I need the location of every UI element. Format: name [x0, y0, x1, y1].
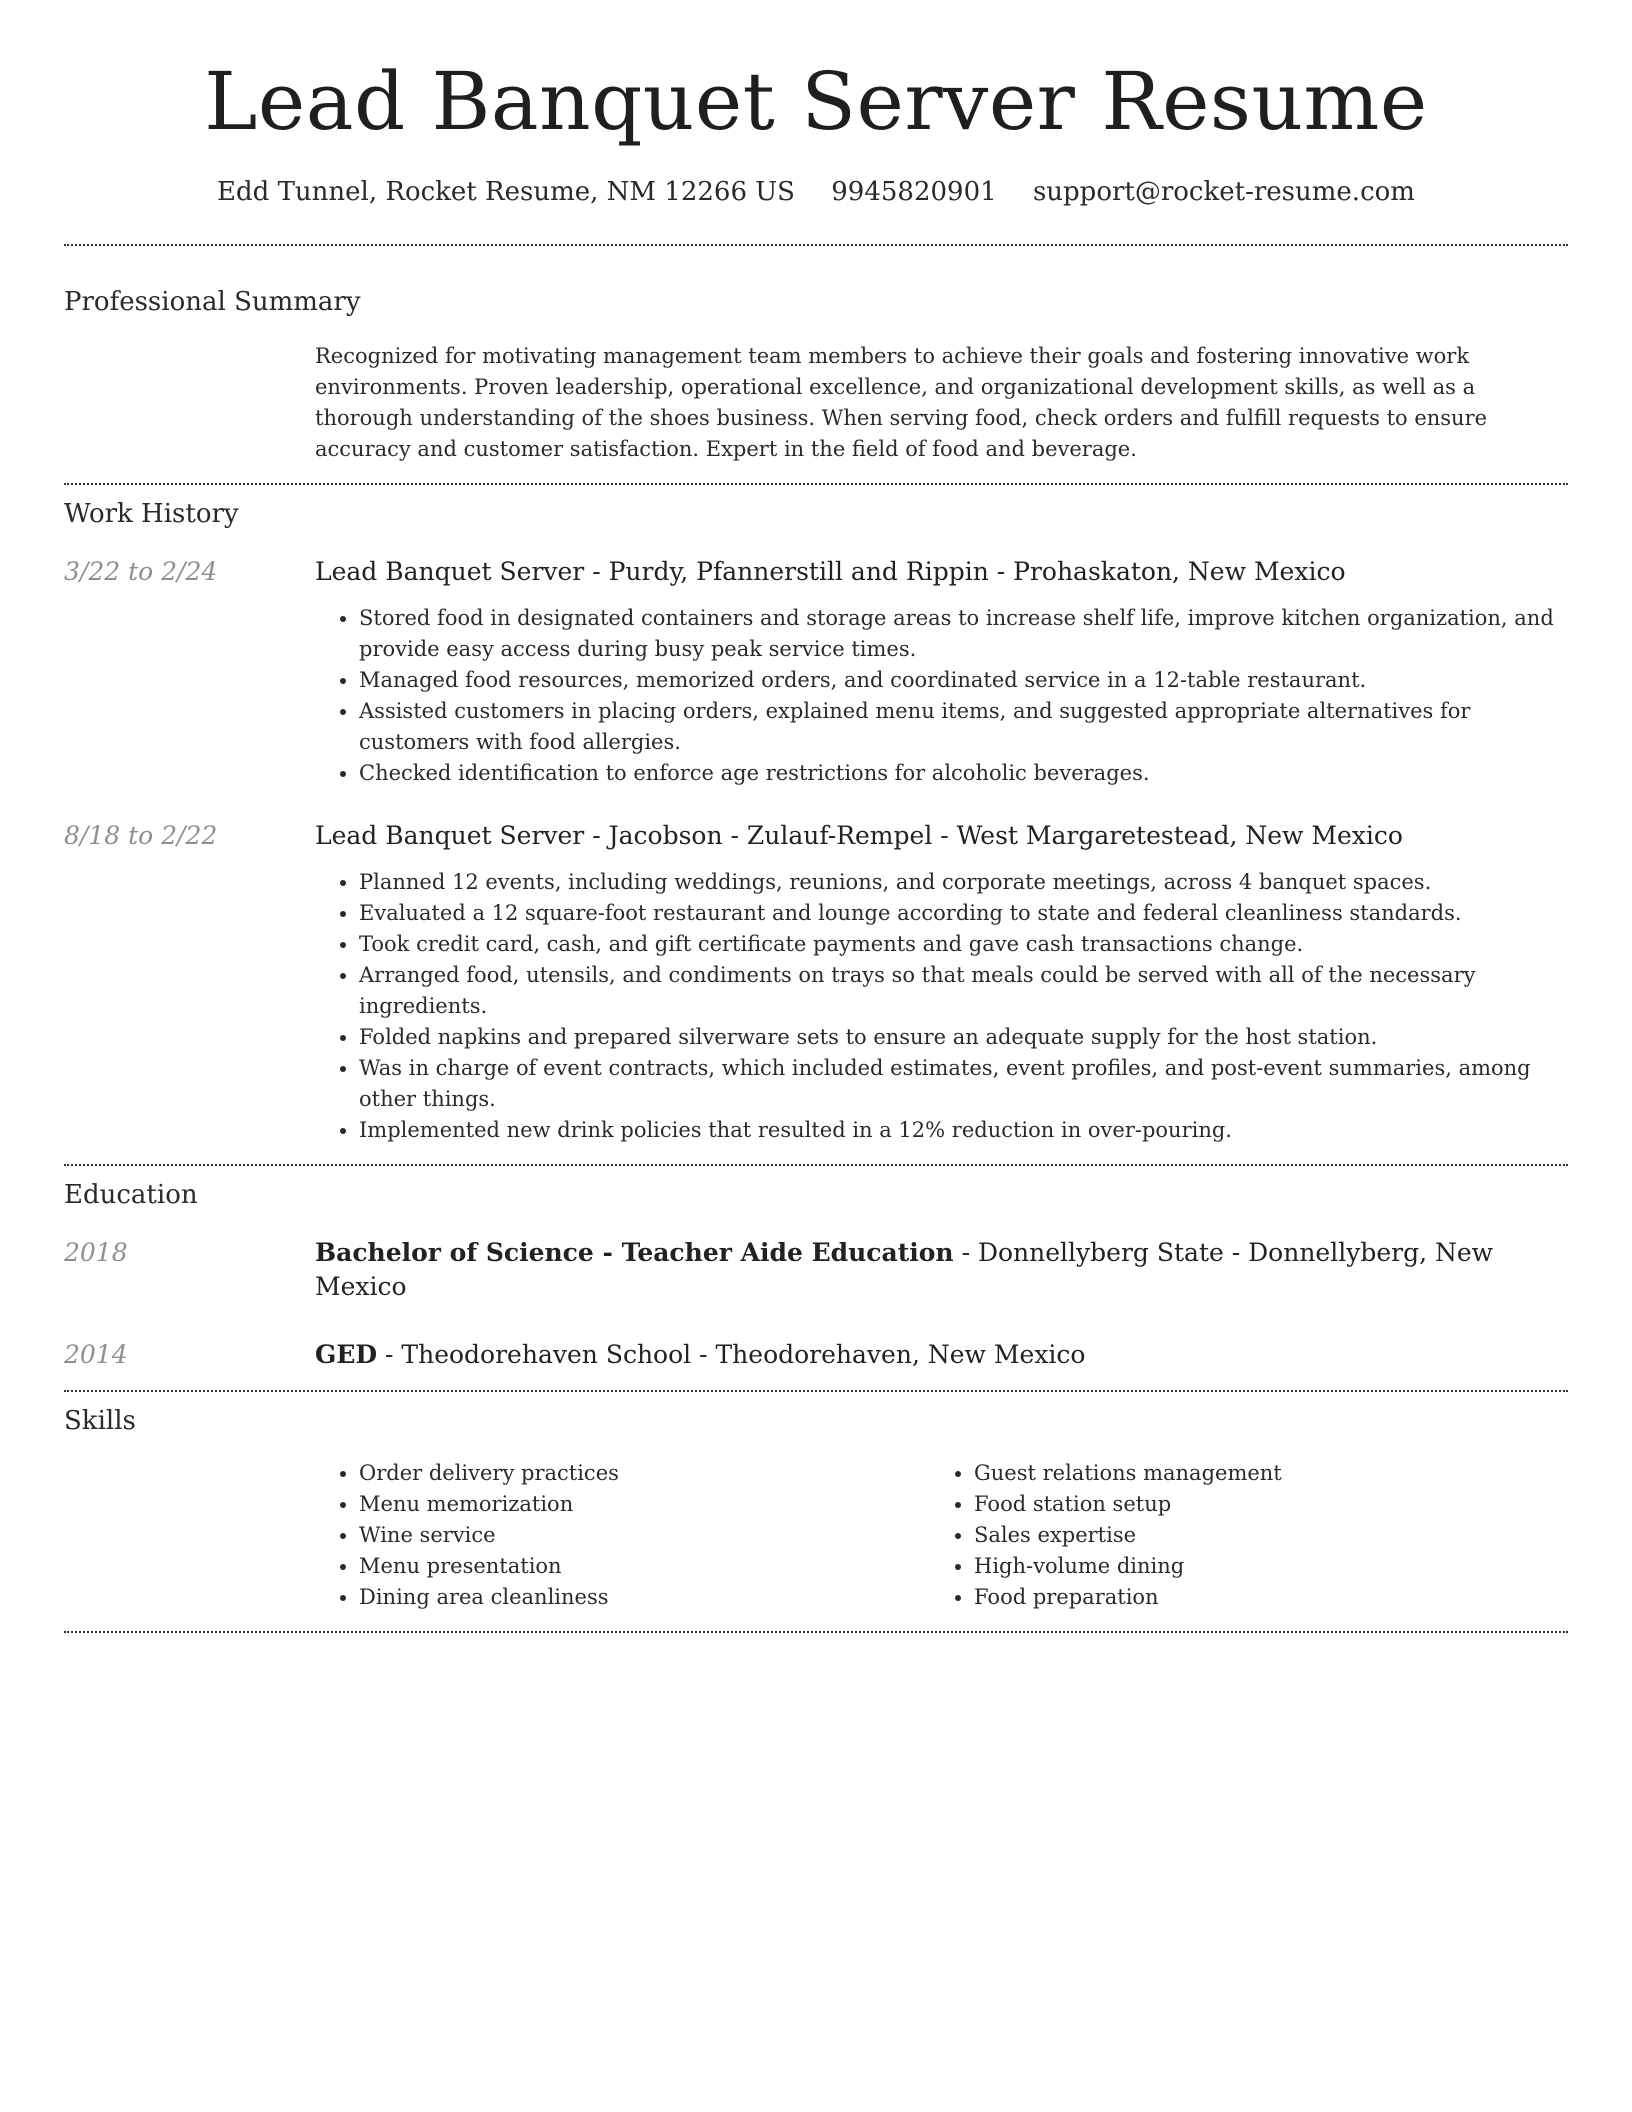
section-heading-summary: Professional Summary: [64, 287, 361, 317]
skill-item: • Guest relations management: [974, 1458, 1545, 1489]
job-details: [315, 555, 1568, 789]
skill-item: • Food station setup: [974, 1489, 1545, 1520]
skill-item: • Order delivery practices: [359, 1458, 930, 1489]
summary-section: [64, 285, 1568, 465]
skill-item: • Dining area cleanliness: [359, 1582, 930, 1613]
job-dates: 3/22 to 2/24: [64, 557, 218, 586]
job-bullet: • Arranged food, utensils, and condiments on trays so that meals could be served with all of the necessary ingredients.: [359, 960, 1568, 1022]
job-bullet: • Took credit card, cash, and gift certificate payments and gave cash transactions change.: [359, 929, 1568, 960]
skill-item: • Sales expertise: [974, 1520, 1545, 1551]
summary-text: Recognized for motivating management team members to achieve their goals and fostering innovative work environments. Proven leadership, operational excellence, and organizational development skills, as well as a thorough understanding of the shoes business. When serving food, check orders and fulfill requests to ensure accuracy and customer satisfaction. Expert in the field of food and beverage.: [315, 344, 1488, 461]
job-bullet: • Checked identification to enforce age restrictions for alcoholic beverages.: [359, 758, 1568, 789]
work-section: [64, 497, 1568, 1146]
contact-email: support@rocket-resume.com: [1032, 177, 1415, 207]
skills-row: [64, 1458, 1568, 1613]
job-bullets: [315, 603, 1568, 789]
job-bullet: • Stored food in designated containers and storage areas to increase shelf life, improve kitchen organization, and provide easy access during busy peak service times.: [359, 603, 1568, 665]
education-degree: GED: [315, 1340, 378, 1369]
contact-address: Edd Tunnel, Rocket Resume, NM 12266 US: [217, 177, 795, 207]
skill-item: • High-volume dining: [974, 1551, 1545, 1582]
education-entry: [64, 1338, 1568, 1372]
education-year: 2014: [64, 1340, 128, 1369]
skill-item: • Menu memorization: [359, 1489, 930, 1520]
divider: [64, 1164, 1568, 1166]
section-heading-work: Work History: [64, 499, 239, 529]
job-entry: [64, 819, 1568, 1146]
page-title: Lead Banquet Server Resume: [204, 55, 1428, 148]
job-title: Lead Banquet Server - Jacobson - Zulauf-Rempel - West Margaretestead, New Mexico: [315, 821, 1403, 850]
skills-lists: [315, 1458, 1568, 1613]
education-section: [64, 1178, 1568, 1372]
education-school: - Theodorehaven School - Theodorehaven, New Mexico: [377, 1340, 1086, 1369]
skill-item: • Menu presentation: [359, 1551, 930, 1582]
education-school: - Donnellyberg State - Donnellyberg, New Mexico: [315, 1238, 1494, 1301]
section-heading-skills: Skills: [64, 1406, 136, 1436]
skill-item: • Food preparation: [974, 1582, 1545, 1613]
education-year: 2018: [64, 1238, 128, 1267]
job-bullet: • Evaluated a 12 square-foot restaurant and lounge according to state and federal cleanliness standards.: [359, 898, 1568, 929]
divider: [64, 1631, 1568, 1633]
job-entry: [64, 555, 1568, 789]
section-heading-education: Education: [64, 1180, 198, 1210]
job-dates: 8/18 to 2/22: [64, 821, 218, 850]
education-details: [315, 1236, 1568, 1304]
skills-column-1: [315, 1458, 930, 1613]
job-bullet: • Folded napkins and prepared silverware sets to ensure an adequate supply for the host station.: [359, 1022, 1568, 1053]
divider: [64, 244, 1568, 246]
job-bullet: • Was in charge of event contracts, which included estimates, event profiles, and post-event summaries, among other things.: [359, 1053, 1568, 1115]
skills-section: [64, 1404, 1568, 1613]
job-bullet: • Implemented new drink policies that resulted in a 12% reduction in over-pouring.: [359, 1115, 1568, 1146]
job-title: Lead Banquet Server - Purdy, Pfannerstill and Rippin - Prohaskaton, New Mexico: [315, 557, 1346, 586]
education-details: [315, 1338, 1568, 1372]
summary-row: [64, 341, 1568, 465]
job-bullet: • Assisted customers in placing orders, explained menu items, and suggested appropriate alternatives for customers with food allergies.: [359, 696, 1568, 758]
job-bullets: [315, 867, 1568, 1146]
job-bullet: • Managed food resources, memorized orders, and coordinated service in a 12-table restaurant.: [359, 665, 1568, 696]
skills-column-2: [930, 1458, 1545, 1613]
job-details: [315, 819, 1568, 1146]
contact-line: [64, 174, 1568, 210]
contact-phone: 9945820901: [831, 177, 997, 207]
education-entry: [64, 1236, 1568, 1304]
skill-item: • Wine service: [359, 1520, 930, 1551]
education-degree: Bachelor of Science - Teacher Aide Education: [315, 1238, 954, 1267]
job-bullet: • Planned 12 events, including weddings, reunions, and corporate meetings, across 4 banquet spaces.: [359, 867, 1568, 898]
divider: [64, 1390, 1568, 1392]
divider: [64, 483, 1568, 485]
